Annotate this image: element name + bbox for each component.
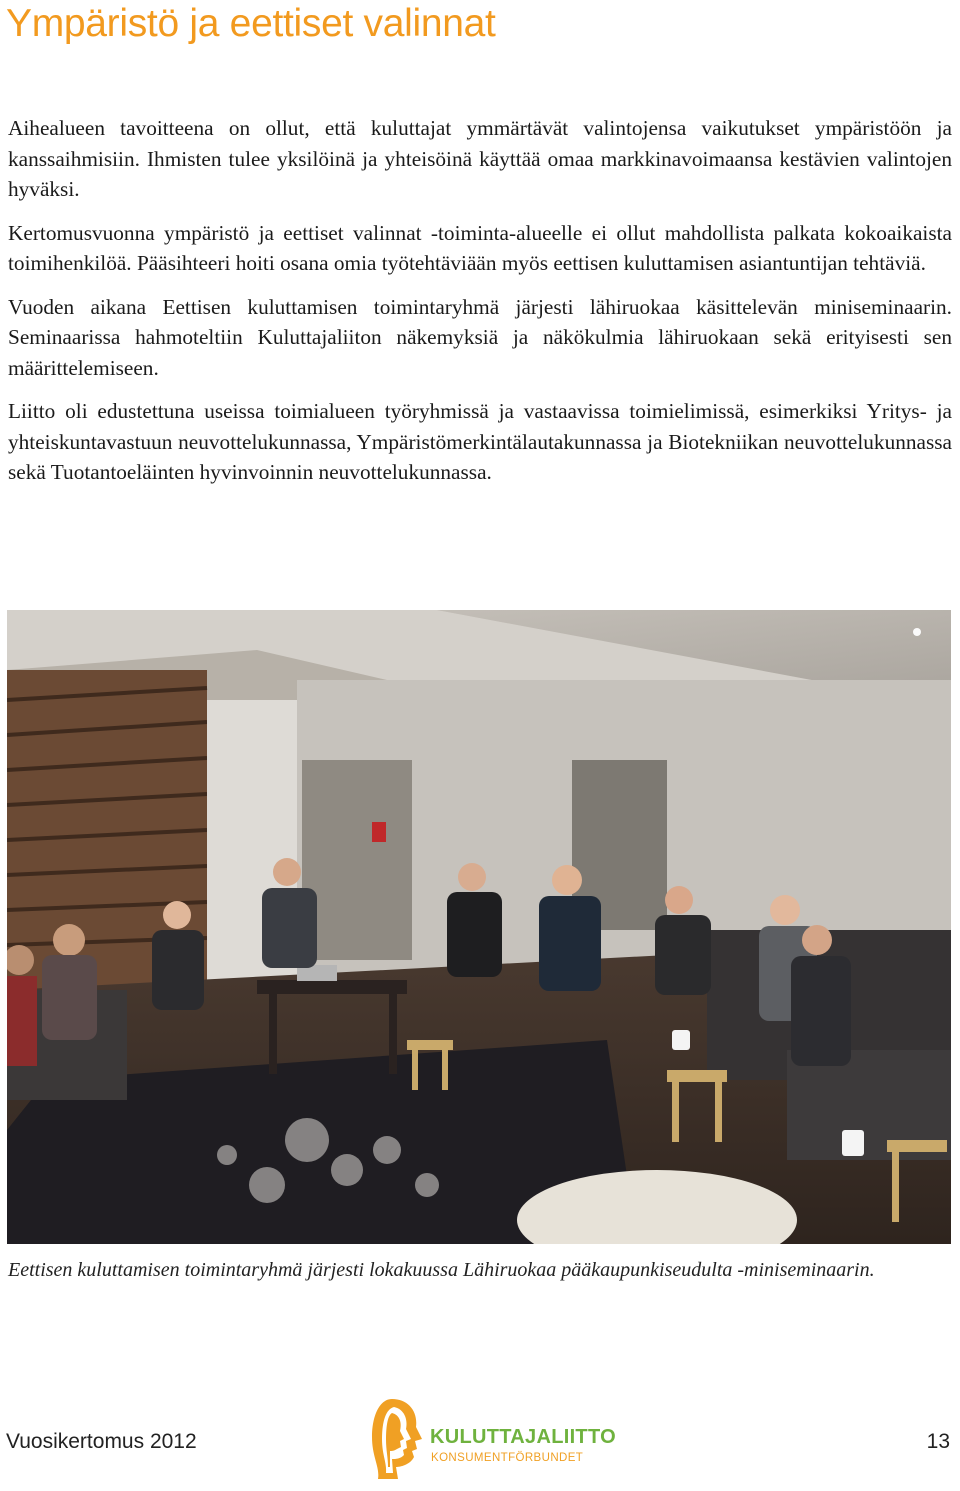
logo-name: KULUTTAJALIITTO [430, 1426, 616, 1448]
paragraph-seminar: Vuoden aikana Eettisen kuluttamisen toimintaryhmä järjesti lähiruokaa käsittelevän miniseminaarin. Seminaarissa hahmoteltiin Kuluttajaliiton näkemyksiä ja näkökulmia lähiruokaan sekä erityisesti sen määrittelemiseen. [8, 294, 952, 380]
photo-caption: Eettisen kuluttamisen toimintaryhmä järjesti lokakuussa Lähiruokaa pääkaupunkiseudulta -miniseminaarin. [8, 1259, 875, 1281]
face-profile-icon [368, 1397, 424, 1481]
kuluttajaliitto-logo [368, 1397, 616, 1481]
report-title: Vuosikertomus 2012 [6, 1430, 197, 1453]
paragraph-staffing: Kertomusvuonna ympäristö ja eettiset valinnat -toiminta-alueelle ei ollut mahdollista palkata kokoaikaista toimihenkilöä. Pääsihteeri hoiti osana omia työtehtäviään myös eettisen kuluttamisen asiantuntijan tehtäviä. [8, 220, 952, 275]
page-title: Ympäristö ja eettiset valinnat [6, 2, 496, 45]
body-text [8, 113, 952, 501]
paragraph-goals: Aihealueen tavoitteena on ollut, että kuluttajat ymmärtävät valintojensa vaikutukset ympäristöön ja kanssaihmisiin. Ihmisten tulee yksilöinä ja yhteisöinä käyttää omaa markkinavoimaansa kestävien valintojen hyväksi. [8, 116, 952, 201]
logo-subtitle: KONSUMENTFÖRBUNDET [431, 1452, 584, 1464]
paragraph-committees: Liitto oli edustettuna useissa toimialueen työryhmissä ja vastaavissa toimielimissä, esimerkiksi Yritys- ja yhteiskuntavastuun neuvottelukunnassa, Ympäristömerkintälautakunnassa ja Biotekniikan neuvottelukunnassa sekä Tuotantoeläinten hyvinvoinnin neuvottelukunnassa. [8, 399, 952, 484]
page-number: 13 [926, 1430, 950, 1453]
seminar-photo [7, 610, 951, 1244]
